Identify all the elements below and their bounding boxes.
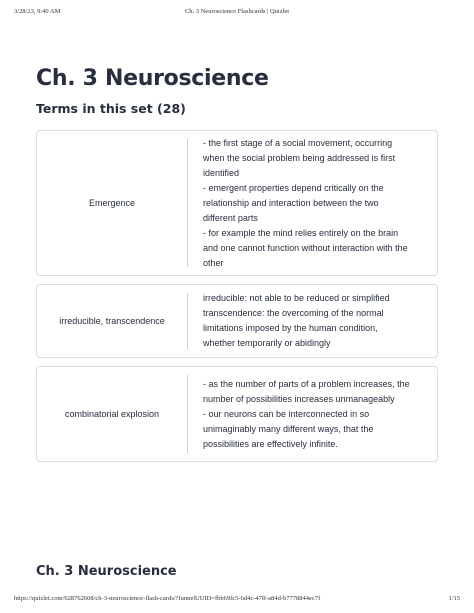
definition-line: irreducible: not able to be reduced or simplified <box>203 293 390 303</box>
set-title: Ch. 3 Neuroscience <box>36 66 269 91</box>
print-page-title: Ch. 3 Neuroscience Flashcards | Quizlet <box>184 8 290 15</box>
definition-line: unimaginably many different ways, that the <box>203 423 374 434</box>
definition-line: other <box>203 257 224 268</box>
definition-line: whether temporarily or abidingly <box>203 338 331 348</box>
print-url: https://quizlet.com/628762608/ch-3-neuroscience-flash-cards/?funnelUUID=fbb69fc5-6d4c-47ff-a84d-b7778844ec7f <box>14 595 321 602</box>
definition-line: identified <box>203 167 240 178</box>
definition-line: transcendence: the overcoming of the normal <box>203 308 384 318</box>
definition-line: when the social problem being addressed is first <box>203 152 396 163</box>
flashcard-term: Emergence <box>88 198 136 208</box>
definition-line: - the first stage of a social movement, occurring <box>203 137 393 148</box>
card-divider <box>187 139 188 267</box>
terms-count-heading: Terms in this set (28) <box>36 101 186 116</box>
definition-line: possibilities are effectively infinite. <box>203 438 338 449</box>
flashcard-definition <box>203 367 425 461</box>
flashcard-list <box>36 130 438 470</box>
flashcard-definition <box>203 131 425 275</box>
definition-line: - our neurons can be interconnected in so <box>203 408 370 419</box>
flashcard <box>36 130 438 276</box>
definition-line: different parts <box>203 212 258 223</box>
print-page-number: 1/15 <box>448 595 460 602</box>
card-divider <box>187 293 188 349</box>
flashcard-term: irreducible, transcendence <box>59 316 165 326</box>
definition-line: - as the number of parts of a problem increases, the <box>203 378 410 389</box>
section-title: Ch. 3 Neuroscience <box>36 564 177 579</box>
flashcard-definition <box>203 285 425 357</box>
print-header <box>14 8 460 20</box>
definition-line: relationship and interaction between the two <box>203 197 379 208</box>
definition-line: limitations imposed by the human condition, <box>203 323 378 333</box>
flashcard <box>36 366 438 462</box>
definition-line: - for example the mind relies entirely on the brain <box>203 227 399 238</box>
definition-line: number of possibilities increases unmanageably <box>203 393 395 404</box>
definition-line: - emergent properties depend critically on the <box>203 182 384 193</box>
flashcard <box>36 284 438 358</box>
print-footer <box>14 595 460 607</box>
print-datetime: 3/28/23, 9:40 AM <box>14 8 61 15</box>
card-divider <box>187 375 188 453</box>
definition-line: and one cannot function without interaction with the <box>203 242 408 253</box>
flashcard-term: combinatorial explosion <box>64 409 160 419</box>
